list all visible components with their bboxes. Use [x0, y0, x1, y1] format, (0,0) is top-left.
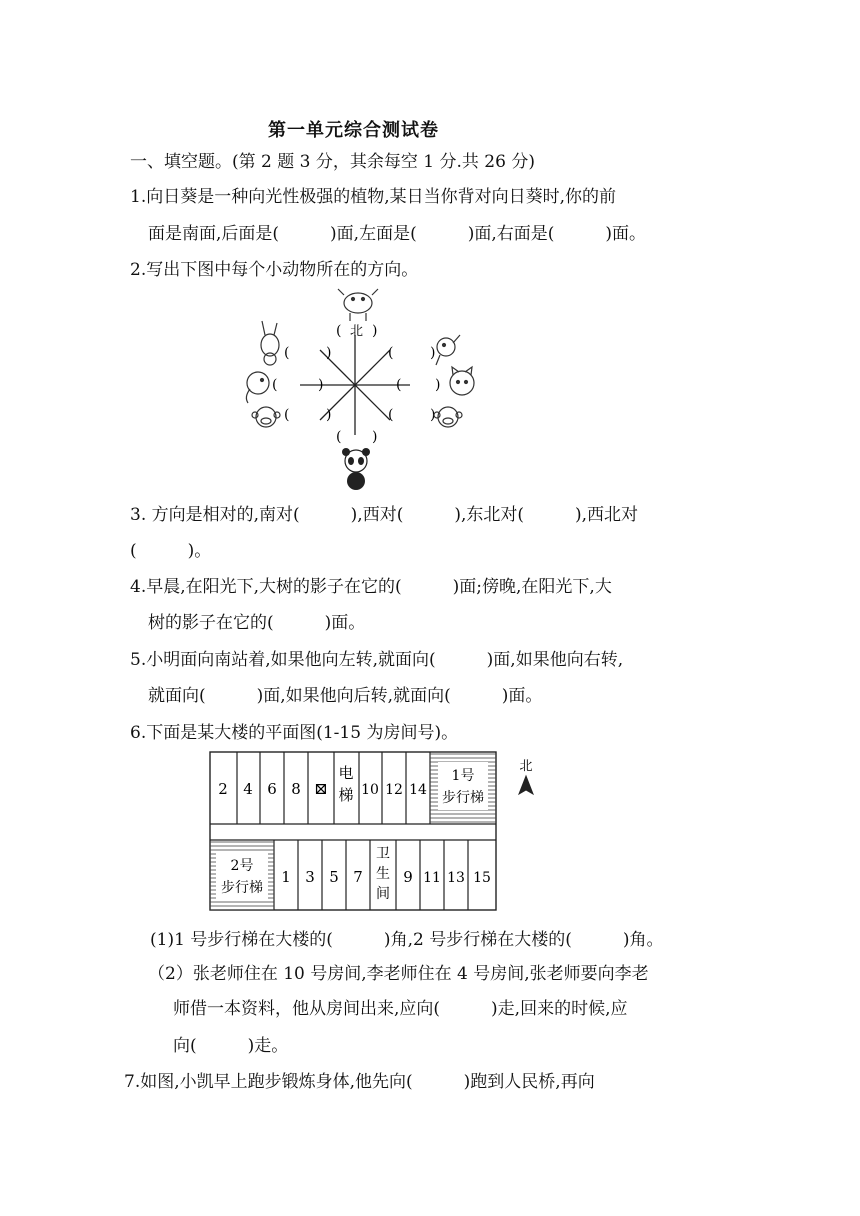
paren-se: ( [388, 407, 394, 423]
page-title: 第一单元综合测试卷 [268, 120, 439, 141]
question-5-line-1: 5.小明面向南站着,如果他向左转,就面向( )面,如果他向右转, [130, 650, 624, 670]
question-3-line-1: 3. 方向是相对的,南对( ),西对( ),东北对( ),西北对 [130, 505, 639, 525]
elevator-label-2: 梯 [338, 786, 354, 804]
cat-icon [450, 367, 474, 395]
section-heading: 一、填空题。(第 2 题 3 分，其余每空 1 分.共 26 分) [130, 152, 535, 172]
svg-text:): ) [435, 377, 441, 393]
svg-text:): ) [372, 323, 378, 339]
paren-ne: ( [388, 345, 394, 361]
compass-lines [300, 335, 410, 435]
svg-text:): ) [372, 429, 378, 445]
room-13: 13 [447, 870, 465, 886]
svg-text:): ) [326, 407, 332, 423]
room-9: 9 [403, 868, 413, 886]
svg-text:): ) [326, 345, 332, 361]
svg-text:): ) [318, 377, 324, 393]
rabbit-icon [261, 321, 279, 365]
svg-text:): ) [430, 407, 436, 423]
room-3: 3 [305, 868, 315, 886]
question-4-line-1: 4.早晨,在阳光下,大树的影子在它的( )面;傍晚,在阳光下,大 [130, 577, 612, 597]
room-15: 15 [473, 870, 491, 886]
question-5-line-2: 就面向( )面,如果他向后转,就面向( )面。 [148, 686, 543, 706]
room-5: 5 [329, 868, 339, 886]
room-2: 2 [218, 780, 228, 798]
elephant-icon [246, 372, 269, 403]
paren-north: ( [336, 323, 342, 339]
question-6-sub-1: (1)1 号步行梯在大楼的( )角,2 号步行梯在大楼的( )角。 [150, 930, 664, 950]
paren-w: ( [272, 377, 278, 393]
monkey-icon [252, 407, 280, 427]
compass-north-label: 北 [350, 324, 364, 339]
room-1: 1 [281, 868, 291, 886]
north-label: 北 [519, 759, 533, 774]
room-7: 7 [353, 868, 363, 886]
question-6-sub-2-line-1: （2）张老师住在 10 号房间,李老师住在 4 号房间,张老师要向李老 [148, 964, 649, 984]
svg-text:): ) [430, 345, 436, 361]
toilet-label-2: 生 [376, 866, 390, 882]
stair-1-label-2: 步行梯 [442, 790, 484, 806]
panda-icon [342, 448, 370, 490]
stair-2-label-2: 步行梯 [221, 880, 263, 896]
question-7-line-1: 7.如图,小凯早上跑步锻炼身体,他先向( )跑到人民桥,再向 [124, 1072, 595, 1092]
question-6-line-1: 6.下面是某大楼的平面图(1-15 为房间号)。 [130, 723, 459, 743]
question-3-line-2: ( )。 [130, 541, 212, 561]
room-8: 8 [291, 780, 301, 798]
stair-1-label-1: 1号 [451, 768, 475, 784]
room-4: 4 [243, 780, 253, 798]
question-4-line-2: 树的影子在它的( )面。 [148, 613, 366, 633]
question-6-sub-2-line-3: 向( )走。 [173, 1036, 289, 1056]
question-2-line-1: 2.写出下图中每个小动物所在的方向。 [130, 260, 419, 280]
compass-diagram [240, 285, 500, 495]
room-12: 12 [385, 782, 403, 798]
elevator-label-1: 电 [338, 764, 354, 782]
parrot-icon [436, 335, 460, 365]
toilet-label-3: 间 [376, 886, 390, 902]
room-6: 6 [267, 780, 277, 798]
room-11: 11 [423, 870, 441, 886]
stair-2-label-1: 2号 [230, 858, 254, 874]
paren-s: ( [336, 429, 342, 445]
floor-plan [206, 748, 546, 916]
question-1-line-1: 1.向日葵是一种向光性极强的植物,某日当你背对向日葵时,你的前 [130, 187, 617, 207]
paren-sw: ( [284, 407, 290, 423]
toilet-label-1: 卫 [376, 846, 390, 862]
mailbox-icon: ⊠ [314, 779, 328, 798]
room-10: 10 [361, 782, 379, 798]
paren-e: ( [396, 377, 402, 393]
question-1-line-2: 面是南面,后面是( )面,左面是( )面,右面是( )面。 [148, 224, 647, 244]
question-6-sub-2-line-2: 师借一本资料，他从房间出来,应向( )走,回来的时候,应 [173, 999, 628, 1019]
room-14: 14 [409, 782, 427, 798]
cow-icon [338, 289, 378, 321]
north-arrow-icon [519, 776, 533, 794]
paren-nw: ( [284, 345, 290, 361]
monkey-icon [434, 407, 462, 427]
